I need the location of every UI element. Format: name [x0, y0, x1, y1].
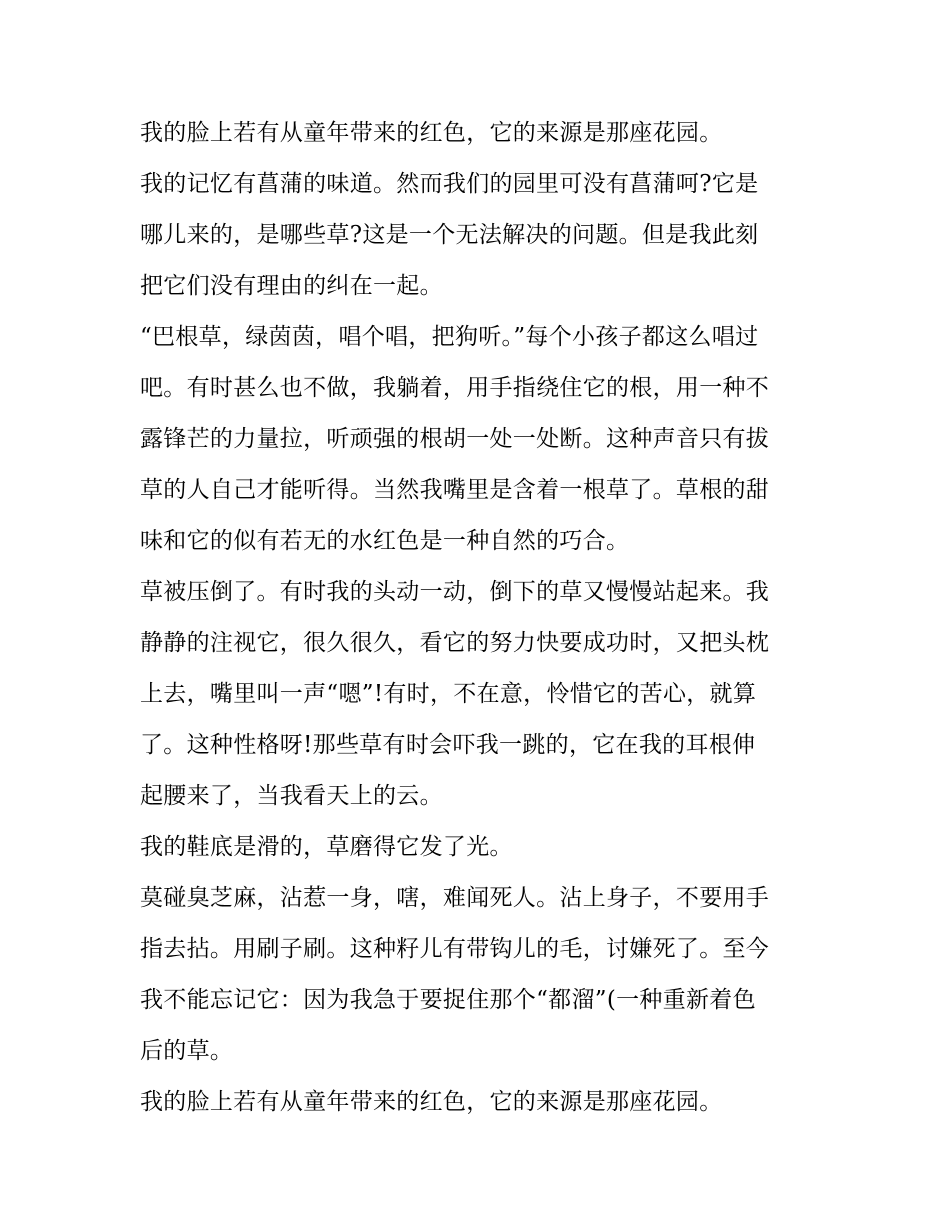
text-line: 我的脸上若有从童年带来的红色，它的来源是那座花园。: [140, 1089, 723, 1115]
text-line: 静静的注视它，很久很久，看它的努力快要成功时，又把头枕: [140, 630, 770, 656]
text-line: 我的脸上若有从童年带来的红色，它的来源是那座花园。: [140, 120, 723, 146]
text-line: 我不能忘记它：因为我急于要捉住那个“都溜”(一种重新着色: [140, 987, 756, 1013]
text-line: 草的人自己才能听得。当然我嘴里是含着一根草了。草根的甜: [140, 477, 770, 503]
text-line: “巴根草，绿茵茵，唱个唱，把狗听。”每个小孩子都这么唱过: [140, 324, 759, 350]
text-line: 了。这种性格呀!那些草有时会吓我一跳的，它在我的耳根伸: [140, 732, 756, 758]
text-line: 上去，嘴里叫一声“嗯”!有时，不在意，怜惜它的苦心，就算: [140, 681, 757, 707]
text-line: 草被压倒了。有时我的头动一动，倒下的草又慢慢站起来。我: [140, 579, 770, 605]
text-line: 哪儿来的，是哪些草?这是一个无法解决的问题。但是我此刻: [140, 222, 759, 248]
text-line: 起腰来了，当我看天上的云。: [140, 783, 443, 809]
text-line: 露锋芒的力量拉，听顽强的根胡一处一处断。这种声音只有拔: [140, 426, 770, 452]
text-line: 吧。有时甚么也不做，我躺着，用手指绕住它的根，用一种不: [140, 375, 770, 401]
text-line: 后的草。: [140, 1038, 234, 1064]
text-line: 味和它的似有若无的水红色是一种自然的巧合。: [140, 528, 630, 554]
text-line: 莫碰臭芝麻，沾惹一身，嗐，难闻死人。沾上身子，不要用手: [140, 885, 770, 911]
body-text: [140, 108, 820, 1128]
text-line: 把它们没有理由的纠在一起。: [140, 273, 443, 299]
text-line: 指去拈。用刷子刷。这种籽儿有带钩儿的毛，讨嫌死了。至今: [140, 936, 770, 962]
text-line: 我的鞋底是滑的，草磨得它发了光。: [140, 834, 513, 860]
text-line: 我的记忆有菖蒲的味道。然而我们的园里可没有菖蒲呵?它是: [140, 171, 759, 197]
